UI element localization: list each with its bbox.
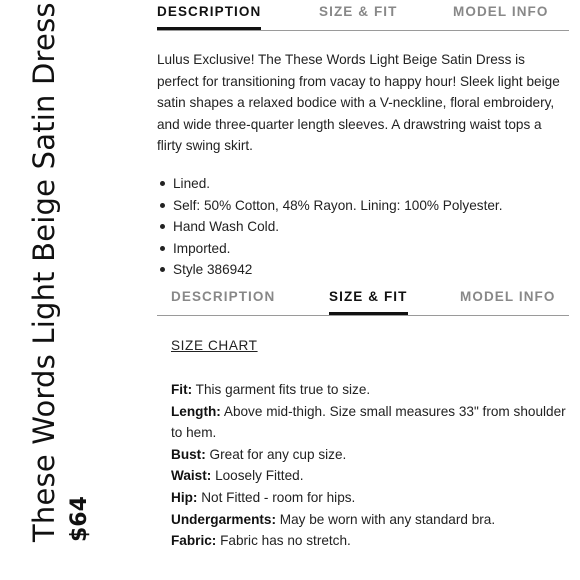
tab-bar-top xyxy=(157,0,569,31)
tab-description[interactable]: DESCRIPTION xyxy=(171,288,276,304)
list-item: Self: 50% Cotton, 48% Rayon. Lining: 100% Polyester. xyxy=(157,195,569,217)
length-row xyxy=(171,401,569,444)
waist-label: Waist: xyxy=(171,468,212,484)
hip-row xyxy=(171,487,569,509)
size-fit-details xyxy=(171,379,569,552)
bust-value: Great for any cup size. xyxy=(209,446,347,462)
waist-row xyxy=(171,465,569,487)
tab-model-info[interactable]: MODEL INFO xyxy=(460,288,556,304)
fabric-row xyxy=(171,530,569,552)
description-text: Lulus Exclusive! The These Words Light Beige Satin Dress is perfect for transitioning from vacay to happy hour! Sleek light beige satin shapes a relaxed bodice with a V-neckline, floral embroidery, and wide three-quarter length sleeves. A drawstring waist tops a flirty swing skirt. xyxy=(157,52,560,154)
hip-label: Hip: xyxy=(171,489,198,505)
fabric-label: Fabric: xyxy=(171,533,217,549)
tab-bar-bottom xyxy=(157,285,569,316)
hip-value: Not Fitted - room for hips. xyxy=(201,489,356,505)
fit-row xyxy=(171,379,569,401)
list-item: Lined. xyxy=(157,173,569,195)
waist-value: Loosely Fitted. xyxy=(215,468,304,484)
tab-model-info[interactable]: MODEL INFO xyxy=(453,4,549,19)
length-value: Above mid-thigh. Size small measures 33" from shoulder to hem. xyxy=(171,403,566,441)
list-item: Hand Wash Cold. xyxy=(157,216,569,238)
undergarments-label: Undergarments: xyxy=(171,511,276,527)
tab-description[interactable]: DESCRIPTION xyxy=(157,4,262,19)
bust-row xyxy=(171,444,569,466)
fit-label: Fit: xyxy=(171,381,193,397)
length-label: Length: xyxy=(171,403,221,419)
product-details xyxy=(157,0,569,552)
tab-size-fit[interactable]: SIZE & FIT xyxy=(329,288,408,304)
product-title: These Words Light Beige Satin Dress xyxy=(27,2,61,542)
list-item: Imported. xyxy=(157,238,569,260)
list-item: Style 386942 xyxy=(157,259,569,281)
bust-label: Bust: xyxy=(171,446,206,462)
description-bullets xyxy=(157,173,569,281)
size-chart-link[interactable]: SIZE CHART xyxy=(171,337,258,353)
undergarments-value: May be worn with any standard bra. xyxy=(279,511,496,527)
product-header xyxy=(0,0,120,580)
product-price: $64 xyxy=(67,496,92,542)
fabric-value: Fabric has no stretch. xyxy=(220,533,351,549)
undergarments-row xyxy=(171,509,569,531)
fit-value: This garment fits true to size. xyxy=(195,381,371,397)
tab-size-fit[interactable]: SIZE & FIT xyxy=(319,4,398,19)
rotated-product-info xyxy=(14,2,106,560)
